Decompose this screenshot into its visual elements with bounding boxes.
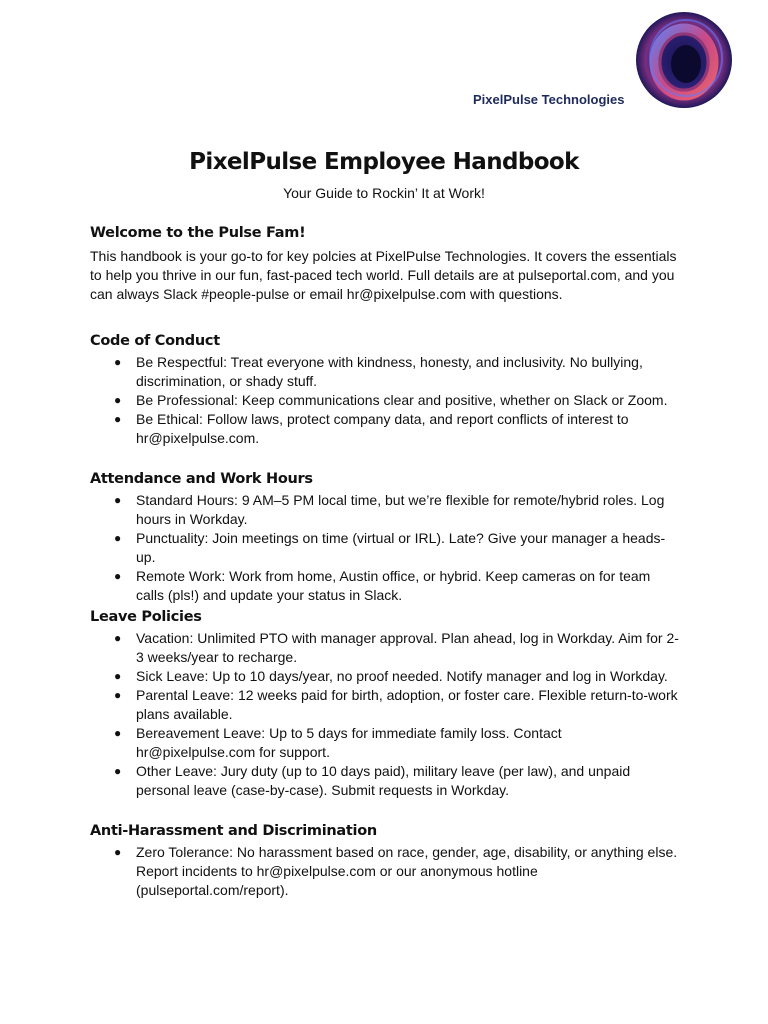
list-item: ● Parental Leave: 12 weeks paid for birth, adoption, or foster care. Flexible return-to-work plans available. bbox=[114, 687, 678, 722]
company-name: PixelPulse Technologies bbox=[473, 92, 625, 107]
bullet-icon: ● bbox=[114, 688, 122, 702]
bullet-list bbox=[90, 629, 690, 800]
list-item: ● Remote Work: Work from home, Austin office, or hybrid. Keep cameras on for team calls (pls!) and update your status in Slack. bbox=[114, 568, 651, 603]
bullet-icon: ● bbox=[114, 726, 122, 740]
bullet-icon: ● bbox=[114, 355, 122, 369]
bullet-list bbox=[90, 843, 690, 900]
section-code-of-conduct bbox=[90, 331, 690, 448]
swirl-ring-logo-icon bbox=[634, 10, 734, 110]
list-item: ● Standard Hours: 9 AM–5 PM local time, but we’re flexible for remote/hybrid roles. Log hours in Workday. bbox=[114, 492, 665, 527]
section-paragraph: This handbook is your go-to for key polcies at PixelPulse Technologies. It covers the essentials to help you thrive in our fun, fast-paced tech world. Full details are at pulseportal.com, and you can always Slack #people-pulse or email hr@pixelpulse.com with questions. bbox=[90, 248, 677, 302]
bullet-list bbox=[90, 491, 690, 605]
bullet-icon: ● bbox=[114, 569, 122, 583]
section-heading: Attendance and Work Hours bbox=[90, 471, 313, 487]
bullet-icon: ● bbox=[114, 393, 122, 407]
document-subtitle: Your Guide to Rockin’ It at Work! bbox=[283, 185, 485, 201]
bullet-icon: ● bbox=[114, 631, 122, 645]
document-title: PixelPulse Employee Handbook bbox=[189, 149, 579, 175]
list-item: ● Be Professional: Keep communications clear and positive, whether on Slack or Zoom. bbox=[114, 392, 668, 408]
section-welcome bbox=[90, 223, 690, 304]
list-item: ● Punctuality: Join meetings on time (virtual or IRL). Late? Give your manager a heads-up. bbox=[114, 530, 666, 565]
section-leave-policies bbox=[90, 607, 690, 800]
list-item: ● Vacation: Unlimited PTO with manager approval. Plan ahead, log in Workday. Aim for 2-3 weeks/year to recharge. bbox=[114, 630, 679, 665]
section-heading: Code of Conduct bbox=[90, 333, 220, 349]
bullet-icon: ● bbox=[114, 669, 122, 683]
bullet-icon: ● bbox=[114, 412, 122, 426]
section-heading: Welcome to the Pulse Fam! bbox=[90, 225, 306, 241]
section-heading: Anti-Harassment and Discrimination bbox=[90, 823, 377, 839]
bullet-icon: ● bbox=[114, 531, 122, 545]
section-heading: Leave Policies bbox=[90, 609, 202, 625]
bullet-icon: ● bbox=[114, 764, 122, 778]
list-item: ● Bereavement Leave: Up to 5 days for immediate family loss. Contact hr@pixelpulse.com for support. bbox=[114, 725, 562, 760]
bullet-icon: ● bbox=[114, 493, 122, 507]
section-attendance bbox=[90, 469, 690, 605]
list-item: ● Other Leave: Jury duty (up to 10 days paid), military leave (per law), and unpaid personal leave (case-by-case). Submit requests in Workday. bbox=[114, 763, 631, 798]
list-item: ● Be Respectful: Treat everyone with kindness, honesty, and inclusivity. No bullying, discrimination, or shady stuff. bbox=[114, 354, 643, 389]
section-anti-harassment bbox=[90, 821, 690, 900]
list-item: ● Zero Tolerance: No harassment based on race, gender, age, disability, or anything else. Report incidents to hr@pixelpulse.com or our anonymous hotline (pulseportal.com/report). bbox=[114, 844, 678, 898]
bullet-icon: ● bbox=[114, 845, 122, 859]
list-item: ● Be Ethical: Follow laws, protect company data, and report conflicts of interest to hr@pixelpulse.com. bbox=[114, 411, 629, 446]
list-item: ● Sick Leave: Up to 10 days/year, no proof needed. Notify manager and log in Workday. bbox=[114, 668, 668, 684]
bullet-list bbox=[90, 353, 690, 448]
